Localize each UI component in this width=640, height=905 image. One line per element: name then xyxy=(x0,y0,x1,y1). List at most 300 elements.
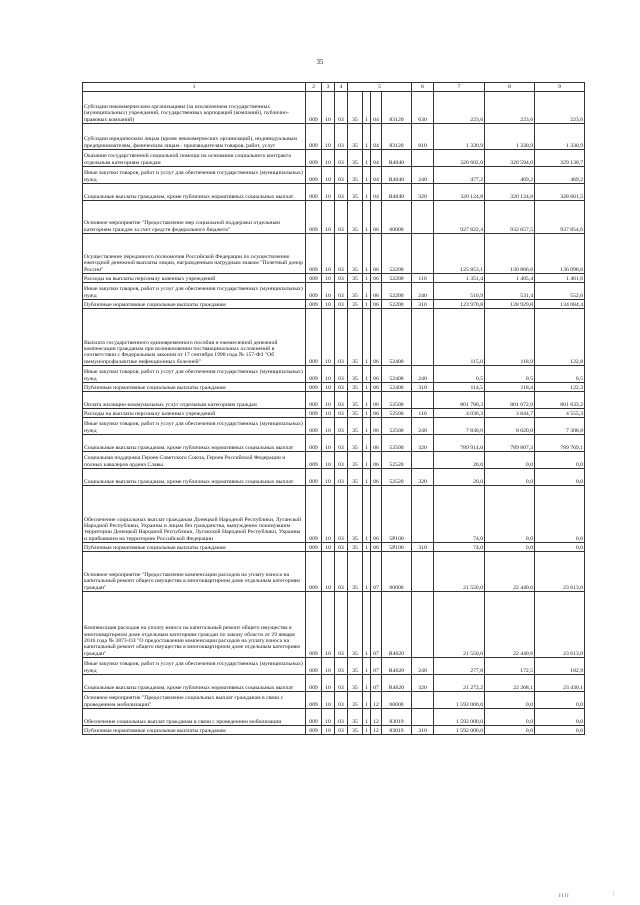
row-code-section: 10 xyxy=(322,726,335,735)
table-body xyxy=(83,83,585,735)
row-code-event: 06 xyxy=(371,435,382,452)
row-code-direction: 83120 xyxy=(382,124,412,150)
row-code-expense-type xyxy=(412,309,434,366)
row-code-direction: 52400 xyxy=(382,383,412,392)
row-amount-year2: 223,6 xyxy=(485,92,535,124)
row-code-section: 10 xyxy=(322,366,335,383)
row-code-section: 10 xyxy=(322,201,335,234)
row-code-subsection: 03 xyxy=(335,658,348,675)
row-code-event: 06 xyxy=(371,452,382,469)
row-code-subprogram: 1 xyxy=(363,309,371,366)
row-name: Иные закупки товаров, работ и услуг для обеспечения государственных (муниципальных) нужд xyxy=(83,658,306,675)
row-amount-year3: 223,6 xyxy=(535,92,585,124)
row-code-direction: 52200 xyxy=(382,274,412,283)
row-code-event: 06 xyxy=(371,201,382,234)
row-code-direction: 52500 xyxy=(382,392,412,409)
row-code-program: 35 xyxy=(348,486,363,543)
row-amount-year2: 320 124,8 xyxy=(485,184,535,201)
row-amount-year3: 23 613,0 xyxy=(535,552,585,592)
row-code-subprogram: 1 xyxy=(363,726,371,735)
row-code-program: 35 xyxy=(348,552,363,592)
row-code-section: 10 xyxy=(322,692,335,709)
table-row xyxy=(83,486,585,543)
row-code-ministry: 009 xyxy=(306,274,322,283)
table-row xyxy=(83,658,585,675)
row-code-ministry: 009 xyxy=(306,201,322,234)
row-code-section: 10 xyxy=(322,283,335,300)
row-code-direction: 5Р100 xyxy=(382,543,412,552)
row-code-subprogram: 1 xyxy=(363,201,371,234)
row-code-ministry: 009 xyxy=(306,184,322,201)
row-code-program: 35 xyxy=(348,124,363,150)
row-code-expense-type xyxy=(412,692,434,709)
table-row xyxy=(83,124,585,150)
row-name: Основное мероприятие "Предоставление социальных выплат гражданам в связи с проведением мобилизации" xyxy=(83,692,306,709)
row-amount-year3: 0,0 xyxy=(535,543,585,552)
row-code-program: 35 xyxy=(348,150,363,167)
row-name: Оказание государственной социальной помощи на основании социального контракта отдельным категориям граждан xyxy=(83,150,306,167)
row-code-event: 06 xyxy=(371,234,382,274)
row-amount-year3: 1 461,6 xyxy=(535,274,585,283)
row-amount-year1: 1 330,9 xyxy=(434,124,485,150)
row-name: Публичные нормативные социальные выплаты гражданам xyxy=(83,300,306,309)
row-code-ministry: 009 xyxy=(306,726,322,735)
row-code-expense-type: 310 xyxy=(412,300,434,309)
row-code-direction: 5Р100 xyxy=(382,486,412,543)
row-amount-year3: 0,0 xyxy=(535,709,585,726)
row-code-expense-type: 240 xyxy=(412,418,434,435)
row-code-section: 10 xyxy=(322,486,335,543)
row-code-direction: 52520 xyxy=(382,469,412,486)
row-amount-year2: 801 672,0 xyxy=(485,392,535,409)
row-amount-year3: 937 854,6 xyxy=(535,201,585,234)
header-cell: 6 xyxy=(412,83,434,92)
row-code-expense-type xyxy=(412,150,434,167)
row-amount-year3: 4 555,3 xyxy=(535,409,585,418)
row-code-subprogram: 1 xyxy=(363,383,371,392)
row-code-subprogram: 1 xyxy=(363,543,371,552)
row-code-section: 10 xyxy=(322,552,335,592)
row-code-expense-type: 310 xyxy=(412,726,434,735)
row-amount-year2: 118,4 xyxy=(485,383,535,392)
row-code-program: 35 xyxy=(348,452,363,469)
row-amount-year1: 1 351,4 xyxy=(434,274,485,283)
row-amount-year2: 1 330,9 xyxy=(485,124,535,150)
row-amount-year2: 172,5 xyxy=(485,658,535,675)
row-amount-year3: 0,5 xyxy=(535,366,585,383)
row-code-direction: 52520 xyxy=(382,452,412,469)
row-amount-year2: 3 844,7 xyxy=(485,409,535,418)
row-code-subsection: 03 xyxy=(335,201,348,234)
row-name: Обеспечение социальных выплат гражданам Донецкой Народной Республики, Луганской Народной Республики, Украины и лицам без гражданства, вынужденно покинувшим территории Донецкой Народной Республики, Луганской Народной Республики, Украины и прибывшим на территорию Российской Федерации xyxy=(83,486,306,543)
row-code-direction: 00000 xyxy=(382,552,412,592)
row-code-event: 07 xyxy=(371,552,382,592)
row-name: Расходы на выплаты персоналу казенных учреждений xyxy=(83,409,306,418)
row-code-subprogram: 1 xyxy=(363,184,371,201)
row-code-program: 35 xyxy=(348,283,363,300)
row-name: Социальные выплаты гражданам, кроме публичных нормативных социальных выплат xyxy=(83,184,306,201)
row-code-program: 35 xyxy=(348,418,363,435)
row-amount-year2: 0,0 xyxy=(485,726,535,735)
table-row xyxy=(83,452,585,469)
row-amount-year2: 118,9 xyxy=(485,309,535,366)
row-amount-year1: 21 272,2 xyxy=(434,675,485,692)
row-amount-year2: 22 440,6 xyxy=(485,592,535,658)
row-amount-year3: 328 661,5 xyxy=(535,184,585,201)
row-amount-year2: 0,5 xyxy=(485,366,535,383)
row-code-subsection: 03 xyxy=(335,592,348,658)
row-code-subsection: 03 xyxy=(335,234,348,274)
row-code-event: 12 xyxy=(371,692,382,709)
row-amount-year1: 320 124,8 xyxy=(434,184,485,201)
row-code-subprogram: 1 xyxy=(363,692,371,709)
row-code-subprogram: 1 xyxy=(363,366,371,383)
row-code-program: 35 xyxy=(348,543,363,552)
row-code-subprogram: 1 xyxy=(363,452,371,469)
table-row xyxy=(83,150,585,167)
row-code-expense-type: 630 xyxy=(412,92,434,124)
row-code-event: 06 xyxy=(371,469,382,486)
row-name: Обеспечение социальных выплат гражданам в связи с проведением мобилизации xyxy=(83,709,306,726)
row-amount-year2: 0,0 xyxy=(485,709,535,726)
row-amount-year3: 0,0 xyxy=(535,469,585,486)
row-code-section: 10 xyxy=(322,392,335,409)
row-code-subsection: 03 xyxy=(335,309,348,366)
table-row xyxy=(83,201,585,234)
table-row xyxy=(83,92,585,124)
row-amount-year1: 801 780,3 xyxy=(434,392,485,409)
row-amount-year2: 130 866,6 xyxy=(485,234,535,274)
row-name: Иные закупки товаров, работ и услуг для обеспечения государственных (муниципальных) нужд xyxy=(83,283,306,300)
row-code-subprogram: 1 xyxy=(363,658,371,675)
row-code-subprogram: 1 xyxy=(363,150,371,167)
table-row xyxy=(83,309,585,366)
table-row xyxy=(83,675,585,692)
row-code-section: 10 xyxy=(322,409,335,418)
row-code-subsection: 03 xyxy=(335,543,348,552)
table-row xyxy=(83,366,585,383)
header-cell: 1 xyxy=(83,83,306,92)
row-code-direction: 83019 xyxy=(382,709,412,726)
row-code-expense-type xyxy=(412,452,434,469)
budget-table xyxy=(82,82,585,735)
row-amount-year2: 1 405,4 xyxy=(485,274,535,283)
row-code-program: 35 xyxy=(348,726,363,735)
row-code-ministry: 009 xyxy=(306,658,322,675)
row-code-subprogram: 1 xyxy=(363,486,371,543)
header-cell: 9 xyxy=(535,83,585,92)
table-row xyxy=(83,283,585,300)
row-name: Публичные нормативные социальные выплаты гражданам xyxy=(83,726,306,735)
row-code-subsection: 03 xyxy=(335,124,348,150)
row-code-program: 35 xyxy=(348,383,363,392)
row-code-subsection: 03 xyxy=(335,300,348,309)
row-code-event: 06 xyxy=(371,274,382,283)
row-amount-year1: 4 036,3 xyxy=(434,409,485,418)
row-code-subprogram: 1 xyxy=(363,392,371,409)
row-amount-year2: 320 594,0 xyxy=(485,150,535,167)
row-amount-year3: 469,2 xyxy=(535,167,585,184)
row-code-direction: R4040 xyxy=(382,184,412,201)
row-code-subsection: 03 xyxy=(335,184,348,201)
header-cell: 7 xyxy=(434,83,485,92)
row-code-subsection: 03 xyxy=(335,150,348,167)
row-code-section: 10 xyxy=(322,435,335,452)
row-code-program: 35 xyxy=(348,409,363,418)
row-code-ministry: 009 xyxy=(306,409,322,418)
row-amount-year1: 277,8 xyxy=(434,658,485,675)
row-name: Основное мероприятие "Предоставление мер социальной поддержки отдельным категориям граждан за счет средств федерального бюджета" xyxy=(83,201,306,234)
row-amount-year3: 182,9 xyxy=(535,658,585,675)
row-amount-year2: 932 657,5 xyxy=(485,201,535,234)
row-code-direction: R4620 xyxy=(382,658,412,675)
row-code-ministry: 009 xyxy=(306,486,322,543)
row-code-ministry: 009 xyxy=(306,543,322,552)
row-code-expense-type xyxy=(412,234,434,274)
row-name: Публичные нормативные социальные выплаты гражданам xyxy=(83,383,306,392)
table-row xyxy=(83,469,585,486)
row-code-event: 07 xyxy=(371,592,382,658)
row-code-expense-type: 310 xyxy=(412,383,434,392)
row-code-event: 12 xyxy=(371,709,382,726)
row-amount-year1: 74,0 xyxy=(434,486,485,543)
row-amount-year3: 122,3 xyxy=(535,383,585,392)
row-code-expense-type: 320 xyxy=(412,675,434,692)
row-code-event: 06 xyxy=(371,543,382,552)
row-code-section: 10 xyxy=(322,658,335,675)
row-code-program: 35 xyxy=(348,274,363,283)
row-code-event: 06 xyxy=(371,383,382,392)
row-code-program: 35 xyxy=(348,201,363,234)
row-code-direction: 52200 xyxy=(382,283,412,300)
row-code-section: 10 xyxy=(322,383,335,392)
row-code-subsection: 03 xyxy=(335,486,348,543)
row-code-direction: 52500 xyxy=(382,418,412,435)
row-amount-year3: 23 430,1 xyxy=(535,675,585,692)
row-amount-year1: 223,6 xyxy=(434,92,485,124)
row-code-program: 35 xyxy=(348,592,363,658)
row-amount-year2: 0,0 xyxy=(485,692,535,709)
row-name: Иные закупки товаров, работ и услуг для обеспечения государственных (муниципальных) нужд xyxy=(83,167,306,184)
row-amount-year1: 114,5 xyxy=(434,383,485,392)
row-code-program: 35 xyxy=(348,309,363,366)
row-code-event: 04 xyxy=(371,184,382,201)
row-amount-year3: 0,0 xyxy=(535,692,585,709)
row-code-subprogram: 1 xyxy=(363,592,371,658)
row-amount-year1: 20,0 xyxy=(434,452,485,469)
row-code-section: 10 xyxy=(322,274,335,283)
row-code-ministry: 009 xyxy=(306,383,322,392)
row-amount-year1: 125 853,1 xyxy=(434,234,485,274)
row-amount-year3: 134 084,4 xyxy=(535,300,585,309)
row-code-subprogram: 1 xyxy=(363,274,371,283)
row-amount-year3: 0,0 xyxy=(535,486,585,543)
row-code-subsection: 03 xyxy=(335,469,348,486)
row-code-expense-type xyxy=(412,486,434,543)
row-amount-year1: 320 602,0 xyxy=(434,150,485,167)
row-code-program: 35 xyxy=(348,469,363,486)
row-code-ministry: 009 xyxy=(306,675,322,692)
row-code-ministry: 009 xyxy=(306,469,322,486)
row-amount-year1: 1 592 000,0 xyxy=(434,726,485,735)
row-code-program: 35 xyxy=(348,675,363,692)
row-code-program: 35 xyxy=(348,300,363,309)
row-code-program: 35 xyxy=(348,392,363,409)
row-name: Оплата жилищно-коммунальных услуг отдельным категориям граждан xyxy=(83,392,306,409)
row-amount-year2: 531,4 xyxy=(485,283,535,300)
row-code-subsection: 03 xyxy=(335,552,348,592)
row-code-subprogram: 1 xyxy=(363,283,371,300)
row-code-section: 10 xyxy=(322,124,335,150)
header-cell: 4 xyxy=(335,83,348,92)
row-amount-year1: 477,2 xyxy=(434,167,485,184)
row-code-event: 06 xyxy=(371,300,382,309)
row-code-event: 06 xyxy=(371,392,382,409)
row-code-subprogram: 1 xyxy=(363,552,371,592)
row-code-expense-type: 320 xyxy=(412,435,434,452)
row-code-ministry: 009 xyxy=(306,709,322,726)
row-code-expense-type xyxy=(412,201,434,234)
row-amount-year1: 1 592 000,0 xyxy=(434,709,485,726)
row-code-event: 04 xyxy=(371,167,382,184)
row-code-ministry: 009 xyxy=(306,592,322,658)
row-code-ministry: 009 xyxy=(306,392,322,409)
row-code-program: 35 xyxy=(348,234,363,274)
row-code-subsection: 03 xyxy=(335,92,348,124)
table-row xyxy=(83,543,585,552)
row-amount-year1: 789 914,0 xyxy=(434,435,485,452)
row-amount-year1: 1 592 000,0 xyxy=(434,692,485,709)
row-code-event: 04 xyxy=(371,124,382,150)
row-code-section: 10 xyxy=(322,92,335,124)
row-code-direction: 52500 xyxy=(382,435,412,452)
row-code-ministry: 009 xyxy=(306,452,322,469)
row-code-ministry: 009 xyxy=(306,418,322,435)
row-amount-year3: 552,6 xyxy=(535,283,585,300)
row-code-expense-type: 310 xyxy=(412,543,434,552)
table-row xyxy=(83,409,585,418)
row-code-subsection: 03 xyxy=(335,274,348,283)
row-code-section: 10 xyxy=(322,309,335,366)
row-code-event: 07 xyxy=(371,675,382,692)
row-code-section: 10 xyxy=(322,675,335,692)
row-code-section: 10 xyxy=(322,543,335,552)
row-code-subprogram: 1 xyxy=(363,418,371,435)
row-name: Компенсация расходов на уплату взноса на капитальный ремонт общего имущества в многоквартирном доме отдельным категориям граждан по закону области от 29 января 2016 года № 3873-ОЗ "О предоставлении компенсации расходов на уплату взноса на капитальный ремонт общего имущества в многоквартирном доме отдельным категориям граждан" xyxy=(83,592,306,658)
row-code-ministry: 009 xyxy=(306,300,322,309)
row-amount-year1: 20,0 xyxy=(434,469,485,486)
scan-mark: IIII xyxy=(559,894,570,899)
row-code-expense-type: 110 xyxy=(412,274,434,283)
row-code-expense-type: 240 xyxy=(412,283,434,300)
row-amount-year2: 0,0 xyxy=(485,469,535,486)
page-number: 35 xyxy=(316,58,324,66)
row-code-direction: 83120 xyxy=(382,92,412,124)
row-amount-year1: 510,9 xyxy=(434,283,485,300)
row-amount-year3: 136 098,6 xyxy=(535,234,585,274)
row-amount-year2: 128 929,8 xyxy=(485,300,535,309)
row-code-program: 35 xyxy=(348,658,363,675)
row-code-subprogram: 1 xyxy=(363,469,371,486)
row-code-ministry: 009 xyxy=(306,124,322,150)
row-amount-year1: 927 822,4 xyxy=(434,201,485,234)
row-code-ministry: 009 xyxy=(306,552,322,592)
row-code-program: 35 xyxy=(348,435,363,452)
row-code-section: 10 xyxy=(322,592,335,658)
row-code-ministry: 009 xyxy=(306,167,322,184)
row-code-subsection: 03 xyxy=(335,383,348,392)
row-code-program: 35 xyxy=(348,92,363,124)
table-row xyxy=(83,692,585,709)
row-name: Социальные выплаты гражданам, кроме публичных нормативных социальных выплат xyxy=(83,435,306,452)
row-code-direction: 00000 xyxy=(382,692,412,709)
row-name: Иные закупки товаров, работ и услуг для обеспечения государственных (муниципальных) нужд xyxy=(83,366,306,383)
row-code-direction: 52200 xyxy=(382,234,412,274)
row-amount-year1: 0,5 xyxy=(434,366,485,383)
table-row xyxy=(83,552,585,592)
row-code-expense-type: 810 xyxy=(412,124,434,150)
row-amount-year2: 789 807,3 xyxy=(485,435,535,452)
row-code-subsection: 03 xyxy=(335,392,348,409)
table-row xyxy=(83,418,585,435)
row-code-expense-type: 240 xyxy=(412,658,434,675)
row-code-subsection: 03 xyxy=(335,409,348,418)
row-code-subsection: 03 xyxy=(335,692,348,709)
edge-mark: | xyxy=(613,891,615,897)
row-name: Социальные выплаты гражданам, кроме публичных нормативных социальных выплат xyxy=(83,469,306,486)
row-amount-year3: 329 130,7 xyxy=(535,150,585,167)
row-code-section: 10 xyxy=(322,418,335,435)
row-amount-year1: 7 830,0 xyxy=(434,418,485,435)
row-amount-year3: 789 769,1 xyxy=(535,435,585,452)
row-code-direction: 83019 xyxy=(382,726,412,735)
row-code-subsection: 03 xyxy=(335,366,348,383)
table-row xyxy=(83,392,585,409)
row-code-event: 06 xyxy=(371,409,382,418)
table-row xyxy=(83,383,585,392)
row-code-subsection: 03 xyxy=(335,167,348,184)
row-code-expense-type: 240 xyxy=(412,167,434,184)
row-code-event: 06 xyxy=(371,366,382,383)
table-row xyxy=(83,184,585,201)
row-code-event: 04 xyxy=(371,92,382,124)
table-row xyxy=(83,726,585,735)
row-code-program: 35 xyxy=(348,366,363,383)
row-code-direction: R4040 xyxy=(382,150,412,167)
row-code-section: 10 xyxy=(322,184,335,201)
row-code-section: 10 xyxy=(322,300,335,309)
row-code-expense-type xyxy=(412,552,434,592)
table-row xyxy=(83,167,585,184)
row-code-expense-type: 110 xyxy=(412,409,434,418)
row-code-direction: 52400 xyxy=(382,309,412,366)
row-amount-year3: 7 308,8 xyxy=(535,418,585,435)
row-code-program: 35 xyxy=(348,709,363,726)
row-code-program: 35 xyxy=(348,167,363,184)
table-row xyxy=(83,234,585,274)
row-code-expense-type xyxy=(412,592,434,658)
row-code-direction: R4040 xyxy=(382,167,412,184)
row-code-subsection: 03 xyxy=(335,452,348,469)
row-code-section: 10 xyxy=(322,452,335,469)
row-amount-year1: 115,0 xyxy=(434,309,485,366)
row-code-direction: 52200 xyxy=(382,300,412,309)
row-code-ministry: 009 xyxy=(306,150,322,167)
table-row xyxy=(83,592,585,658)
row-code-subprogram: 1 xyxy=(363,409,371,418)
row-code-direction: 00000 xyxy=(382,201,412,234)
row-code-event: 06 xyxy=(371,309,382,366)
